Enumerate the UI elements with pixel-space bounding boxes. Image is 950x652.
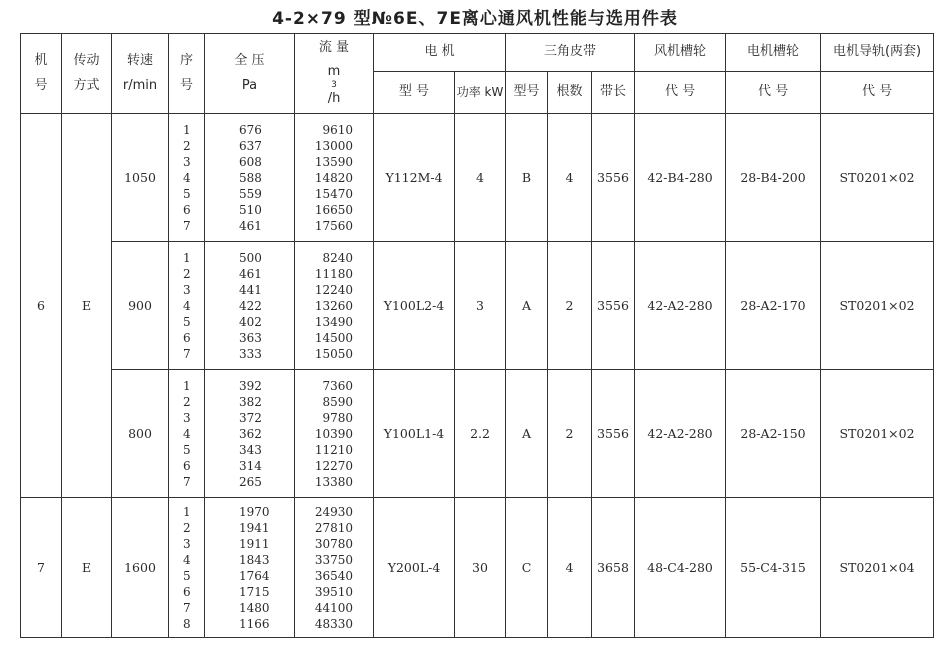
- header-machine-no: 机 号: [21, 34, 62, 114]
- motor-pulley-cell: 28-A2-170: [726, 242, 821, 370]
- fan-pulley-cell: 42-A2-280: [635, 370, 726, 498]
- seq-cell-value: 1: [183, 378, 191, 393]
- belt-type-cell: C: [506, 498, 548, 638]
- seq-cell-value: 3: [183, 282, 191, 297]
- header-motor-pulley: 电机槽轮: [726, 34, 821, 72]
- flow-cell-value: 13490: [314, 314, 353, 329]
- motor-rail-cell: ST0201×02: [821, 370, 934, 498]
- pressure-cell-value: 608: [239, 154, 262, 169]
- flow-cell-value: 17560: [314, 218, 353, 233]
- pressure-cell-value: 559: [239, 186, 262, 201]
- seq-cell-value: 1: [183, 250, 191, 265]
- seq-cell-value: 4: [183, 426, 191, 441]
- table-title: 4-2×79 型№6E、7E离心通风机性能与选用件表: [272, 9, 678, 29]
- motor-model-cell: Y100L1-4: [374, 370, 455, 498]
- table-row: [21, 498, 934, 638]
- seq-cell-value: 2: [183, 138, 191, 153]
- pressure-cell-value: 343: [239, 442, 262, 457]
- seq-cell-value: 4: [183, 298, 191, 313]
- seq-cell-value: 1: [183, 504, 191, 519]
- motor-model-cell: Y100L2-4: [374, 242, 455, 370]
- table-row: [21, 370, 934, 498]
- seq-cell-value: 5: [183, 314, 191, 329]
- seq-cell-value: 6: [183, 458, 191, 473]
- pressure-cell-value: 441: [239, 282, 262, 297]
- pressure-cell: [205, 370, 295, 498]
- pressure-cell: [205, 242, 295, 370]
- flow-cell-value: 7360: [322, 378, 353, 393]
- pressure-cell-value: 392: [239, 378, 262, 393]
- motor-power-cell: 2.2: [455, 370, 506, 498]
- pressure-cell-value: 333: [239, 346, 262, 361]
- header-motor-rail-code: 代 号: [821, 72, 934, 114]
- belt-length-cell: 3556: [592, 114, 635, 242]
- seq-cell-value: 2: [183, 394, 191, 409]
- flow-cell-value: 15050: [314, 346, 353, 361]
- flow-cell-value: 13380: [314, 474, 353, 489]
- motor-model-cell: Y112M-4: [374, 114, 455, 242]
- pressure-cell-value: 637: [239, 138, 262, 153]
- flow-cell: [295, 242, 374, 370]
- motor-rail-cell: ST0201×02: [821, 242, 934, 370]
- pressure-cell-value: 314: [239, 458, 262, 473]
- seq-cell-value: 6: [183, 584, 191, 599]
- flow-cell-value: 8590: [322, 394, 353, 409]
- flow-cell-value: 13000: [314, 138, 353, 153]
- motor-power-cell: 4: [455, 114, 506, 242]
- fan-pulley-cell: 42-B4-280: [635, 114, 726, 242]
- motor-pulley-cell: 28-B4-200: [726, 114, 821, 242]
- header-motor-model: 型 号: [374, 72, 455, 114]
- header-motor-pulley-code: 代 号: [726, 72, 821, 114]
- flow-cell-value: 13590: [314, 154, 353, 169]
- fan-pulley-cell: 42-A2-280: [635, 242, 726, 370]
- header-pressure: 全 压 Pa: [205, 34, 295, 114]
- pressure-cell-value: 1166: [239, 616, 270, 631]
- seq-cell-value: 1: [183, 122, 191, 137]
- seq-cell-value: 6: [183, 330, 191, 345]
- machine-no-cell: 7: [21, 498, 62, 638]
- table-row: [21, 114, 934, 242]
- machine-no-cell: 6: [21, 114, 62, 498]
- flow-cell-value: 48330: [314, 616, 353, 631]
- motor-pulley-cell: 55-C4-315: [726, 498, 821, 638]
- pressure-cell-value: 1843: [239, 552, 270, 567]
- flow-cell-value: 36540: [314, 568, 353, 583]
- seq-cell-value: 3: [183, 410, 191, 425]
- flow-cell-value: 15470: [314, 186, 353, 201]
- pressure-cell-value: 461: [239, 266, 262, 281]
- speed-cell: 1050: [112, 114, 169, 242]
- pressure-cell-value: 1970: [239, 504, 270, 519]
- belt-count-cell: 4: [548, 114, 592, 242]
- pressure-cell-value: 461: [239, 218, 262, 233]
- seq-cell: [169, 498, 205, 638]
- belt-type-cell: A: [506, 242, 548, 370]
- pressure-cell-value: 510: [239, 202, 262, 217]
- motor-power-cell: 3: [455, 242, 506, 370]
- seq-cell: [169, 242, 205, 370]
- speed-cell: 800: [112, 370, 169, 498]
- motor-rail-cell: ST0201×04: [821, 498, 934, 638]
- belt-length-cell: 3556: [592, 242, 635, 370]
- flow-cell: [295, 370, 374, 498]
- belt-length-cell: 3658: [592, 498, 635, 638]
- flow-cell-value: 30780: [314, 536, 353, 551]
- seq-cell-value: 7: [183, 474, 191, 489]
- flow-cell-value: 8240: [322, 250, 353, 265]
- flow-cell-value: 33750: [314, 552, 353, 567]
- motor-power-cell: 30: [455, 498, 506, 638]
- header-fan-pulley-code: 代 号: [635, 72, 726, 114]
- flow-cell-value: 11180: [314, 266, 353, 281]
- flow-cell: [295, 114, 374, 242]
- seq-cell-value: 5: [183, 442, 191, 457]
- flow-cell-value: 13260: [314, 298, 353, 313]
- seq-cell-value: 5: [183, 568, 191, 583]
- belt-type-cell: B: [506, 114, 548, 242]
- flow-cell-value: 12270: [314, 458, 353, 473]
- pressure-cell-value: 1715: [239, 584, 270, 599]
- flow-cell-value: 12240: [314, 282, 353, 297]
- pressure-cell-value: 500: [239, 250, 262, 265]
- motor-model-cell: Y200L-4: [374, 498, 455, 638]
- pressure-cell-value: 1480: [239, 600, 270, 615]
- drive-cell: E: [62, 114, 112, 498]
- pressure-cell-value: 422: [239, 298, 262, 313]
- seq-cell-value: 7: [183, 218, 191, 233]
- belt-count-cell: 4: [548, 498, 592, 638]
- header-belt-type: 型号: [506, 72, 548, 114]
- flow-cell-value: 24930: [314, 504, 353, 519]
- pressure-cell: [205, 498, 295, 638]
- pressure-cell-value: 265: [239, 474, 262, 489]
- pressure-cell-value: 1764: [239, 568, 270, 583]
- pressure-cell-value: 1911: [239, 536, 270, 551]
- header-motor-power: 功率 kW: [455, 72, 506, 114]
- header-belt-count: 根数: [548, 72, 592, 114]
- pressure-cell-value: 382: [239, 394, 262, 409]
- flow-cell-value: 44100: [314, 600, 353, 615]
- flow-cell-value: 27810: [314, 520, 353, 535]
- pressure-cell-value: 402: [239, 314, 262, 329]
- motor-rail-cell: ST0201×02: [821, 114, 934, 242]
- seq-cell-value: 5: [183, 186, 191, 201]
- flow-cell-value: 9610: [322, 122, 353, 137]
- pressure-cell-value: 588: [239, 170, 262, 185]
- header-motor-rail: 电机导轨(两套): [821, 34, 934, 72]
- speed-cell: 1600: [112, 498, 169, 638]
- fan-performance-table: [20, 33, 934, 638]
- belt-length-cell: 3556: [592, 370, 635, 498]
- seq-cell-value: 8: [183, 616, 191, 631]
- flow-cell-value: 14500: [314, 330, 353, 345]
- seq-cell-value: 7: [183, 346, 191, 361]
- table-row: [21, 242, 934, 370]
- flow-cell-value: 16650: [314, 202, 353, 217]
- header-drive: 传动 方式: [62, 34, 112, 114]
- drive-cell: E: [62, 498, 112, 638]
- flow-cell-value: 10390: [314, 426, 353, 441]
- belt-count-cell: 2: [548, 242, 592, 370]
- speed-cell: 900: [112, 242, 169, 370]
- flow-cell-value: 14820: [314, 170, 353, 185]
- seq-cell-value: 2: [183, 520, 191, 535]
- flow-cell-value: 39510: [314, 584, 353, 599]
- pressure-cell-value: 362: [239, 426, 262, 441]
- flow-cell-value: 9780: [322, 410, 353, 425]
- header-speed: 转速 r/min: [112, 34, 169, 114]
- header-belt-length: 带长: [592, 72, 635, 114]
- flow-cell-value: 11210: [314, 442, 353, 457]
- motor-pulley-cell: 28-A2-150: [726, 370, 821, 498]
- belt-type-cell: A: [506, 370, 548, 498]
- header-flow: 流 量 m 3 /h: [295, 34, 374, 114]
- pressure-cell-value: 1941: [239, 520, 270, 535]
- seq-cell-value: 4: [183, 170, 191, 185]
- pressure-cell-value: 372: [239, 410, 262, 425]
- pressure-cell: [205, 114, 295, 242]
- flow-cell: [295, 498, 374, 638]
- seq-cell: [169, 114, 205, 242]
- pressure-cell-value: 363: [239, 330, 262, 345]
- seq-cell-value: 2: [183, 266, 191, 281]
- seq-cell-value: 3: [183, 536, 191, 551]
- pressure-cell-value: 676: [239, 122, 262, 137]
- header-motor: 电 机: [374, 34, 506, 72]
- seq-cell-value: 7: [183, 600, 191, 615]
- fan-pulley-cell: 48-C4-280: [635, 498, 726, 638]
- header-fan-pulley: 风机槽轮: [635, 34, 726, 72]
- seq-cell: [169, 370, 205, 498]
- seq-cell-value: 3: [183, 154, 191, 169]
- seq-cell-value: 4: [183, 552, 191, 567]
- belt-count-cell: 2: [548, 370, 592, 498]
- header-belt: 三角皮带: [506, 34, 635, 72]
- seq-cell-value: 6: [183, 202, 191, 217]
- header-seq: 序 号: [169, 34, 205, 114]
